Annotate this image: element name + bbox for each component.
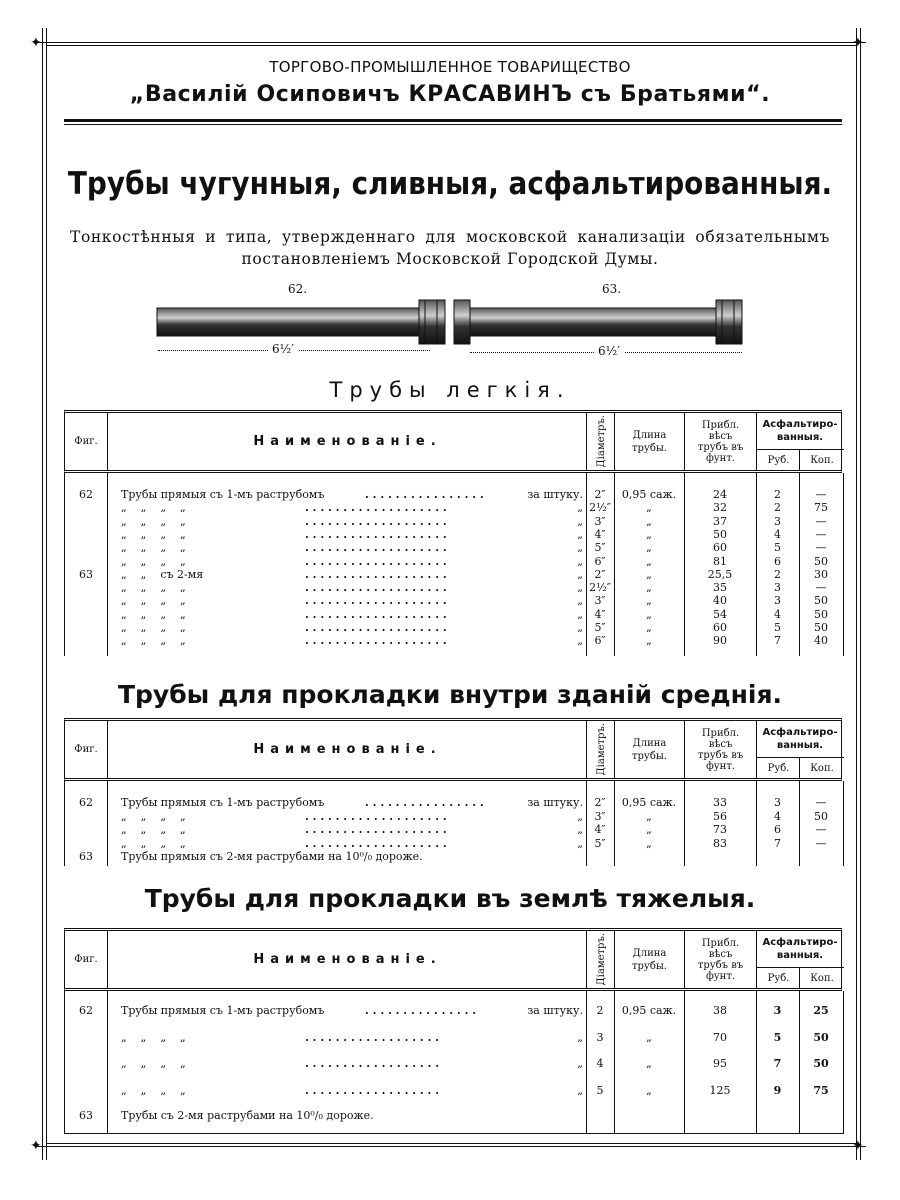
cell-weight: 37 — [713, 514, 727, 528]
frame-right — [856, 28, 857, 1160]
cell-name: Трубы прямыя съ 1-мъ раструбомъ — [121, 1004, 325, 1017]
table-row — [65, 555, 843, 568]
cell-weight: 56 — [713, 809, 727, 823]
cell-kop: 50 — [814, 554, 828, 568]
frame-top-inner — [46, 45, 856, 46]
table-body — [64, 781, 844, 866]
section-title-light: Трубы легкія. — [329, 378, 571, 402]
cell-leader: . . . . . . . . . . . . . . . . . . . — [305, 621, 447, 634]
cell-unit: „ — [577, 1030, 583, 1044]
cell-diam: 4″ — [594, 527, 606, 541]
cell-unit: „ — [577, 1083, 583, 1097]
cell-kop: — — [815, 541, 827, 555]
cell-fig: 63 — [79, 567, 93, 581]
table-row — [65, 594, 843, 607]
cell-kop: — — [815, 581, 827, 595]
cell-fig: 62 — [79, 1004, 93, 1017]
cell-fig: 62 — [79, 488, 93, 501]
header-fig: Фиг. — [74, 744, 98, 755]
cell-leader: . . . . . . . . . . . . . . . . . . . — [305, 541, 447, 555]
header-asphalt: Асфальтиро- ванныя. — [756, 721, 843, 757]
cell-length: „ — [646, 514, 652, 528]
cell-diam: 2 — [596, 1004, 604, 1017]
cell-leader: . . . . . . . . . . . . . . . . — [365, 796, 484, 809]
cell-name: „ „ съ 2-мя — [121, 567, 204, 581]
cell-weight: 40 — [713, 594, 727, 608]
cell-leader: . . . . . . . . . . . . . . . . . . . — [305, 567, 447, 581]
cell-rub: 4 — [774, 607, 781, 621]
cell-rub: 5 — [774, 541, 781, 555]
table-row — [65, 528, 843, 541]
cell-kop: 50 — [813, 1057, 829, 1070]
table-header — [64, 410, 842, 473]
cell-rub: 7 — [774, 836, 781, 850]
cell-name: „ „ „ „ — [121, 607, 186, 621]
cell-kop: 75 — [814, 501, 828, 515]
frame-right-outer — [860, 28, 861, 1160]
cell-name: „ „ „ „ — [121, 836, 186, 850]
cell-length: „ — [646, 1057, 652, 1070]
cell-length: „ — [646, 554, 652, 568]
cell-diam: 5″ — [594, 621, 606, 634]
cell-fig: 63 — [79, 1109, 93, 1122]
dimension-label-63: 6½′ — [594, 344, 624, 358]
cell-weight: 24 — [713, 488, 727, 501]
cell-leader: . . . . . . . . . . . . . . . . . . — [305, 1083, 440, 1097]
pipe-illustration-62 — [155, 296, 455, 346]
table-row — [65, 823, 843, 836]
table-row — [65, 1031, 843, 1044]
cell-kop: 50 — [813, 1030, 829, 1044]
cell-length: „ — [646, 567, 652, 581]
header-kop: Коп. — [799, 449, 844, 471]
cell-length: 0,95 саж. — [621, 796, 677, 809]
table-row — [65, 837, 843, 850]
header-weight: Прибл. вѣсъ трубъ въ фунт. — [684, 721, 756, 778]
cell-unit: „ — [577, 567, 583, 581]
table-header — [64, 928, 842, 991]
table-row — [65, 541, 843, 554]
cell-weight: 32 — [713, 501, 727, 515]
cell-diam: 6″ — [594, 634, 606, 648]
cell-weight: 25,5 — [707, 567, 733, 581]
cell-kop: — — [815, 823, 827, 836]
cell-kop: — — [815, 488, 827, 501]
cell-unit: „ — [577, 1057, 583, 1070]
cell-weight: 60 — [713, 621, 727, 634]
cell-diam: 2″ — [594, 488, 606, 501]
cell-weight: 95 — [713, 1057, 727, 1070]
frame-top — [36, 42, 866, 43]
table-row — [65, 796, 843, 809]
cell-kop: — — [815, 796, 827, 809]
cell-name: „ „ „ „ — [121, 541, 186, 555]
corner-ornament-bl: ✦ — [30, 1138, 42, 1154]
cell-weight: 60 — [713, 541, 727, 555]
table-row — [65, 810, 843, 823]
page-title: Трубы чугунныя, сливныя, асфальтированныя. — [67, 166, 833, 202]
cell-leader: . . . . . . . . . . . . . . . . . . . — [305, 581, 447, 595]
cell-weight: 33 — [713, 796, 727, 809]
cell-unit: „ — [577, 809, 583, 823]
cell-name: Трубы прямыя съ 2-мя раструбами на 10⁰/₀ дороже. — [121, 850, 423, 863]
cell-unit: „ — [577, 541, 583, 555]
cell-fig: 62 — [79, 796, 93, 809]
cell-unit: „ — [577, 581, 583, 595]
cell-unit: „ — [577, 501, 583, 515]
table-row — [65, 1084, 843, 1097]
cell-rub: 5 — [773, 1030, 782, 1044]
cell-diam: 5″ — [594, 836, 606, 850]
header-diam — [586, 931, 615, 988]
header-name: Наименованіе. — [107, 931, 587, 988]
cell-leader: . . . . . . . . . . . . . . . . . . . — [305, 554, 447, 568]
cell-length: 0,95 саж. — [621, 1004, 677, 1017]
cell-weight: 35 — [713, 581, 727, 595]
cell-length: „ — [646, 634, 652, 648]
cell-unit: „ — [577, 554, 583, 568]
figure-label-62: 62. — [288, 282, 308, 296]
cell-length: „ — [646, 501, 652, 515]
cell-unit: „ — [577, 836, 583, 850]
cell-rub: 7 — [774, 634, 781, 648]
cell-kop: 50 — [814, 621, 828, 634]
cell-rub: 2 — [774, 567, 781, 581]
section-title-heavy: Трубы для прокладки въ землѣ тяжелыя. — [144, 884, 756, 913]
table-bottom-rule — [65, 1133, 843, 1134]
cell-unit: „ — [577, 514, 583, 528]
cell-weight: 38 — [713, 1004, 727, 1017]
cell-name: „ „ „ „ — [121, 1057, 186, 1070]
cell-diam: 2½″ — [589, 501, 611, 515]
cell-kop: 25 — [813, 1004, 829, 1017]
cell-rub: 9 — [773, 1083, 782, 1097]
cell-diam: 5 — [596, 1083, 604, 1097]
cell-weight: 70 — [713, 1030, 727, 1044]
cell-name: „ „ „ „ — [121, 527, 186, 541]
header-fig: Фиг. — [74, 436, 98, 447]
header-asphalt: Асфальтиро- ванныя. — [756, 931, 843, 967]
cell-rub: 3 — [774, 581, 781, 595]
cell-rub: 6 — [774, 823, 781, 836]
cell-kop: 30 — [814, 567, 828, 581]
cell-length: „ — [646, 607, 652, 621]
cell-leader: . . . . . . . . . . . . . . . — [365, 1004, 477, 1017]
header-name: Наименованіе. — [107, 413, 587, 470]
cell-rub: 3 — [774, 594, 781, 608]
cell-diam: 3″ — [594, 809, 606, 823]
cell-length: „ — [646, 836, 652, 850]
cell-length: „ — [646, 594, 652, 608]
company-type: ТОРГОВО-ПРОМЫШЛЕННОЕ ТОВАРИЩЕСТВО — [269, 58, 631, 76]
section-title-medium: Трубы для прокладки внутри зданій среднія. — [117, 680, 783, 709]
table-row — [65, 608, 843, 621]
header-diam — [586, 413, 615, 470]
cell-leader: . . . . . . . . . . . . . . . . . . — [305, 1057, 440, 1070]
corner-ornament-br: ✦ — [852, 1138, 864, 1154]
cell-diam: 2½″ — [589, 581, 611, 595]
header-weight: Прибл. вѣсъ трубъ въ фунт. — [684, 931, 756, 988]
table-row — [65, 501, 843, 514]
table-body — [64, 991, 844, 1134]
cell-unit: за штуку. — [527, 488, 583, 501]
cell-leader: . . . . . . . . . . . . . . . . — [365, 488, 484, 501]
table-header — [64, 718, 842, 781]
cell-diam: 3″ — [594, 514, 606, 528]
cell-name: „ „ „ „ — [121, 1083, 186, 1097]
cell-leader: . . . . . . . . . . . . . . . . . . — [305, 1030, 440, 1044]
cell-leader: . . . . . . . . . . . . . . . . . . . — [305, 607, 447, 621]
cell-unit: „ — [577, 634, 583, 648]
cell-kop: 50 — [814, 607, 828, 621]
table-row — [65, 515, 843, 528]
cell-leader: . . . . . . . . . . . . . . . . . . . — [305, 594, 447, 608]
cell-unit: „ — [577, 621, 583, 634]
cell-unit: „ — [577, 527, 583, 541]
header-name: Наименованіе. — [107, 721, 587, 778]
cell-leader: . . . . . . . . . . . . . . . . . . . — [305, 514, 447, 528]
cell-diam: 5″ — [594, 541, 606, 555]
cell-kop: 40 — [814, 634, 828, 648]
cell-diam: 6″ — [594, 554, 606, 568]
header-rule-thin — [64, 124, 842, 125]
cell-rub: 6 — [774, 554, 781, 568]
header-length: Длина трубы. — [614, 721, 684, 778]
cell-leader: . . . . . . . . . . . . . . . . . . . — [305, 823, 447, 836]
frame-left-outer — [42, 28, 43, 1160]
cell-name: Трубы съ 2-мя раструбами на 10⁰/₀ дороже. — [121, 1109, 374, 1122]
dimension-label-62: 6½′ — [268, 342, 298, 356]
cell-rub: 4 — [774, 809, 781, 823]
header-fig: Фиг. — [74, 954, 98, 965]
cell-leader: . . . . . . . . . . . . . . . . . . . — [305, 527, 447, 541]
cell-length: „ — [646, 527, 652, 541]
cell-weight: 90 — [713, 634, 727, 648]
cell-kop: — — [815, 527, 827, 541]
header-diam — [586, 721, 615, 778]
table-row — [65, 1004, 843, 1017]
cell-unit: „ — [577, 607, 583, 621]
cell-name: „ „ „ „ — [121, 581, 186, 595]
cell-name: „ „ „ „ — [121, 634, 186, 648]
cell-length: „ — [646, 621, 652, 634]
cell-name: Трубы прямыя съ 1-мъ раструбомъ — [121, 488, 325, 501]
header-kop: Коп. — [799, 967, 844, 989]
cell-name: „ „ „ „ — [121, 809, 186, 823]
cell-name: „ „ „ „ — [121, 501, 186, 515]
cell-length: „ — [646, 1083, 652, 1097]
page-subtitle: Тонкостѣнныя и типа, утвержденнаго для московской канализаціи обязательнымъ постановленіемъ Московской Городской Думы. — [70, 228, 830, 268]
cell-diam: 2″ — [594, 567, 606, 581]
cell-rub: 3 — [774, 514, 781, 528]
header-diam-label: Діаметръ. — [595, 933, 607, 986]
header-rub: Руб. — [756, 757, 800, 779]
table-row — [65, 850, 843, 863]
cell-length: „ — [646, 541, 652, 555]
cell-length: „ — [646, 809, 652, 823]
cell-rub: 2 — [774, 501, 781, 515]
cell-leader: . . . . . . . . . . . . . . . . . . . — [305, 836, 447, 850]
table-row — [65, 621, 843, 634]
cell-diam: 4″ — [594, 607, 606, 621]
table-body — [64, 473, 844, 656]
cell-diam: 3″ — [594, 594, 606, 608]
cell-name: „ „ „ „ — [121, 594, 186, 608]
cell-kop: — — [815, 514, 827, 528]
cell-diam: 2″ — [594, 796, 606, 809]
cell-rub: 5 — [774, 621, 781, 634]
table-row — [65, 1057, 843, 1070]
company-name: „Василій Осиповичъ КРАСАВИНЪ съ Братьями“. — [129, 82, 771, 107]
cell-kop: 50 — [814, 594, 828, 608]
frame-bottom-inner — [46, 1143, 856, 1144]
cell-length: „ — [646, 581, 652, 595]
cell-leader: . . . . . . . . . . . . . . . . . . . — [305, 501, 447, 515]
cell-unit: „ — [577, 594, 583, 608]
frame-bottom — [36, 1146, 866, 1147]
cell-rub: 3 — [773, 1004, 782, 1017]
cell-unit: за штуку. — [527, 796, 583, 809]
cell-weight: 125 — [709, 1083, 731, 1097]
header-diam-label: Діаметръ. — [595, 415, 607, 468]
cell-rub: 3 — [774, 796, 781, 809]
cell-weight: 81 — [713, 554, 727, 568]
cell-unit: „ — [577, 823, 583, 836]
table-row — [65, 634, 843, 647]
cell-weight: 83 — [713, 836, 727, 850]
cell-diam: 4″ — [594, 823, 606, 836]
cell-fig: 63 — [79, 850, 93, 863]
header-kop: Коп. — [799, 757, 844, 779]
corner-ornament-tr: ✦ — [852, 35, 864, 51]
cell-rub: 4 — [774, 527, 781, 541]
cell-leader: . . . . . . . . . . . . . . . . . . . — [305, 809, 447, 823]
table-row — [65, 1109, 843, 1122]
cell-leader: . . . . . . . . . . . . . . . . . . . — [305, 634, 447, 648]
header-rub: Руб. — [756, 967, 800, 989]
cell-rub: 2 — [774, 488, 781, 501]
header-diam-label: Діаметръ. — [595, 723, 607, 776]
figure-label-63: 63. — [602, 282, 622, 296]
pipe-illustration-63 — [452, 296, 752, 346]
cell-unit: за штуку. — [527, 1004, 583, 1017]
cell-name: „ „ „ „ — [121, 823, 186, 836]
cell-diam: 4 — [596, 1057, 604, 1070]
cell-diam: 3 — [596, 1030, 604, 1044]
table-row — [65, 488, 843, 501]
cell-kop: 50 — [814, 809, 828, 823]
header-length: Длина трубы. — [614, 413, 684, 470]
cell-name: „ „ „ „ — [121, 554, 186, 568]
header-rule-thick — [64, 119, 842, 122]
cell-name: „ „ „ „ — [121, 621, 186, 634]
cell-name: Трубы прямыя съ 1-мъ раструбомъ — [121, 796, 325, 809]
cell-length: „ — [646, 823, 652, 836]
cell-kop: 75 — [813, 1083, 829, 1097]
header-weight: Прибл. вѣсъ трубъ въ фунт. — [684, 413, 756, 470]
header-asphalt: Асфальтиро- ванныя. — [756, 413, 843, 449]
cell-name: „ „ „ „ — [121, 514, 186, 528]
table-row — [65, 581, 843, 594]
cell-kop: — — [815, 836, 827, 850]
cell-weight: 73 — [713, 823, 727, 836]
cell-weight: 54 — [713, 607, 727, 621]
cell-weight: 50 — [713, 527, 727, 541]
header-rub: Руб. — [756, 449, 800, 471]
table-row — [65, 568, 843, 581]
cell-name: „ „ „ „ — [121, 1030, 186, 1044]
cell-length: „ — [646, 1030, 652, 1044]
header-length: Длина трубы. — [614, 931, 684, 988]
cell-rub: 7 — [773, 1057, 782, 1070]
cell-length: 0,95 саж. — [621, 488, 677, 501]
corner-ornament-tl: ✦ — [30, 35, 42, 51]
